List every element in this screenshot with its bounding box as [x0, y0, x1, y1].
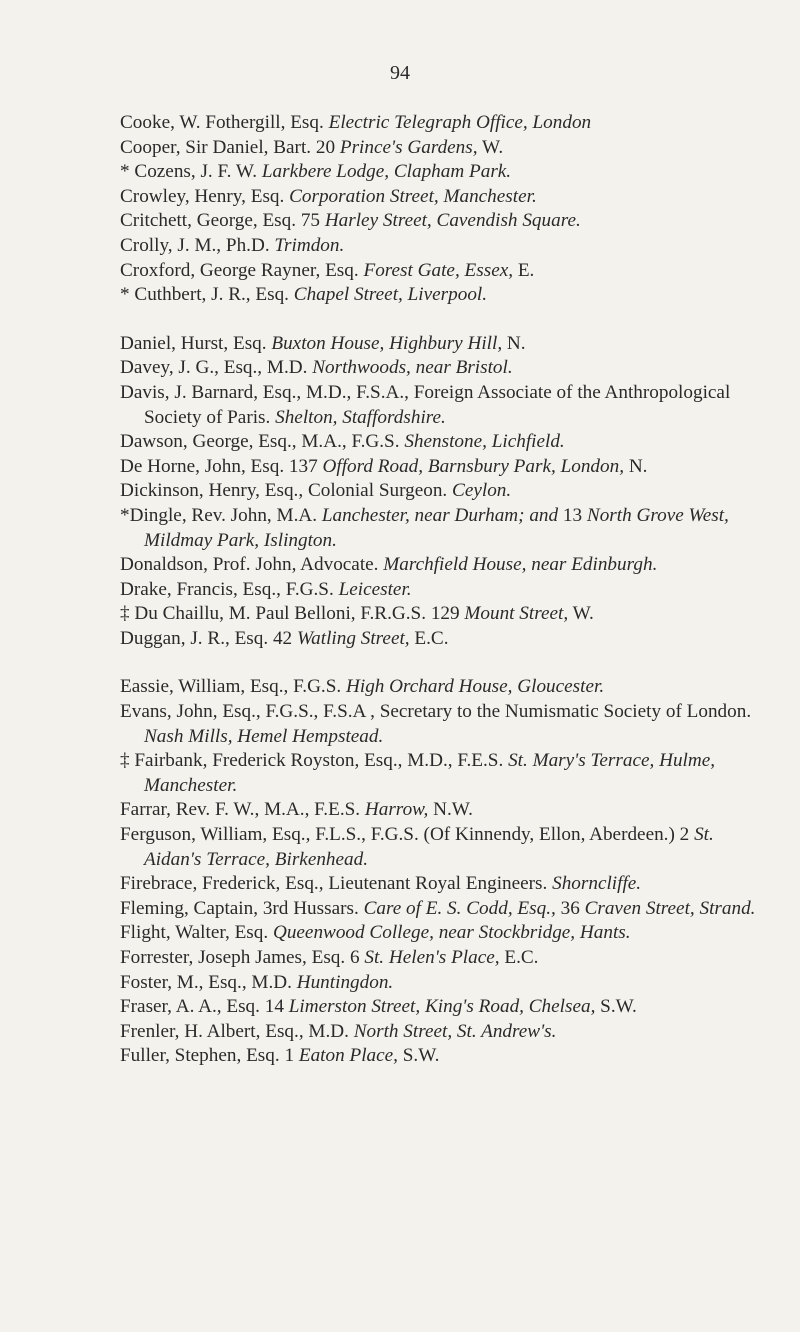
member-entry — [120, 971, 760, 996]
member-address-suffix: E.C. — [504, 947, 539, 968]
member-name: Crowley, Henry, Esq. — [120, 185, 285, 207]
member-entry — [120, 136, 760, 161]
member-name: Donaldson, Prof. John, Advocate. — [120, 554, 379, 576]
member-entry — [120, 160, 760, 185]
member-address: North Street, St. Andrew's. — [353, 1020, 557, 1042]
member-entry — [120, 209, 760, 234]
member-address-suffix: 13 — [562, 504, 583, 526]
member-address: Harrow, — [364, 799, 429, 821]
member-address: Leicester. — [338, 578, 412, 600]
member-address: Larkbere Lodge, Clapham Park. — [261, 161, 512, 183]
member-entry — [120, 504, 760, 553]
member-address-suffix: N. — [628, 455, 648, 477]
member-address: St. Mary's Terrace, Hulme, Manchester. — [144, 750, 716, 796]
member-address: Marchfield House, near Edinburgh. — [383, 554, 658, 576]
member-name: Dawson, George, Esq., M.A., F.G.S. — [120, 431, 400, 453]
member-entry — [120, 111, 760, 136]
member-address-suffix: E. — [517, 259, 535, 281]
member-name: Foster, M., Esq., M.D. — [120, 971, 292, 993]
member-name: Davis, J. Barnard, Esq., M.D., F.S.A., Foreign Associate of the Anthropological Society of Paris. — [120, 381, 731, 428]
member-address-suffix: 36 — [560, 897, 580, 919]
member-entry — [120, 283, 760, 308]
member-address-suffix: S.W. — [402, 1045, 440, 1067]
member-entry — [120, 872, 760, 897]
member-name: ‡ Fairbank, Frederick Royston, Esq., M.D., F.E.S. — [120, 750, 504, 772]
member-name: Fraser, A. A., Esq. 14 — [120, 996, 284, 1018]
member-entry — [120, 259, 760, 284]
member-name: Critchett, George, Esq. 75 — [120, 210, 321, 232]
member-address-continued: Craven Street, Strand. — [584, 897, 756, 919]
member-name: Farrar, Rev. F. W., M.A., F.E.S. — [120, 799, 361, 821]
member-address: Eaton Place, — [298, 1045, 398, 1067]
member-name: De Horne, John, Esq. 137 — [120, 455, 318, 477]
member-address: Shenstone, Lichfield. — [404, 431, 565, 453]
member-address: Trimdon. — [274, 234, 345, 256]
member-entry — [120, 995, 760, 1020]
member-name: Drake, Francis, Esq., F.G.S. — [120, 578, 334, 600]
member-name: Frenler, H. Albert, Esq., M.D. — [120, 1020, 349, 1042]
member-name: *Dingle, Rev. John, M.A. — [120, 504, 318, 526]
member-entry — [120, 381, 760, 430]
member-entry — [120, 749, 760, 798]
member-address: St. Helen's Place, — [364, 947, 500, 968]
member-name: Fuller, Stephen, Esq. 1 — [120, 1045, 295, 1067]
member-address-suffix: E.C. — [414, 627, 449, 649]
member-entry — [120, 921, 760, 946]
member-address: Care of E. S. Codd, Esq., — [363, 897, 556, 919]
member-address: Prince's Gardens, — [339, 136, 478, 158]
member-address-continued: North Grove West, Mildmay Park, Islington. — [144, 504, 729, 551]
member-entry — [120, 1020, 760, 1045]
member-address: Chapel Street, Liverpool. — [293, 284, 488, 306]
member-entry — [120, 234, 760, 259]
member-address: Corporation Street, Manchester. — [289, 185, 537, 207]
member-name: Cooke, W. Fothergill, Esq. — [120, 112, 324, 133]
member-name: Evans, John, Esq., F.G.S., F.S.A , Secretary to the Numismatic Society of London. — [120, 701, 752, 723]
member-address-suffix: W. — [572, 603, 594, 625]
member-address-suffix: S.W. — [600, 996, 637, 1018]
member-entry — [120, 479, 760, 504]
member-entry — [120, 455, 760, 480]
member-entry — [120, 823, 760, 872]
member-address: Shelton, Staffordshire. — [275, 406, 446, 428]
member-name: Ferguson, William, Esq., F.L.S., F.G.S. (Of Kinnendy, Ellon, Aberdeen.) 2 — [120, 824, 690, 846]
member-entry — [120, 700, 760, 749]
page-number: 94 — [390, 62, 410, 84]
member-address: Offord Road, Barnsbury Park, London, — [322, 455, 625, 477]
member-name: Fleming, Captain, 3rd Hussars. — [120, 897, 359, 919]
member-address: Queenwood College, near Stockbridge, Hants. — [272, 922, 631, 944]
member-address-suffix: W. — [482, 136, 504, 158]
member-entry — [120, 1044, 760, 1069]
member-name: Duggan, J. R., Esq. 42 — [120, 627, 293, 649]
member-name: Flight, Walter, Esq. — [120, 922, 269, 944]
member-address: Nash Mills, Hemel Hempstead. — [144, 725, 384, 747]
member-name: Daniel, Hurst, Esq. — [120, 332, 267, 354]
member-name: Cooper, Sir Daniel, Bart. 20 — [120, 136, 336, 158]
member-entry — [120, 430, 760, 455]
member-address: Northwoods, near Bristol. — [312, 357, 513, 379]
section-gap — [120, 651, 760, 675]
member-name: Firebrace, Frederick, Esq., Lieutenant Royal Engineers. — [120, 873, 548, 895]
member-address: Electric Telegraph Office, London — [328, 112, 592, 133]
member-name: Eassie, William, Esq., F.G.S. — [120, 676, 342, 698]
member-address: High Orchard House, Gloucester. — [346, 676, 605, 698]
member-address: Huntingdon. — [296, 971, 394, 993]
member-entry — [120, 675, 760, 700]
member-entry — [120, 553, 760, 578]
member-address: Buxton House, Highbury Hill, — [271, 332, 503, 354]
member-entry — [120, 798, 760, 823]
member-address-suffix: N.W. — [433, 799, 473, 821]
section-gap — [120, 308, 760, 332]
member-address: Lanchester, near Durham; and — [321, 504, 559, 526]
member-entry — [120, 356, 760, 381]
member-address: St. Aidan's Terrace, Birkenhead. — [144, 824, 714, 870]
member-entry — [120, 332, 760, 357]
member-name: ‡ Du Chaillu, M. Paul Belloni, F.R.G.S. 129 — [120, 603, 460, 625]
member-address: Ceylon. — [452, 480, 512, 502]
member-entry — [120, 602, 760, 627]
member-address: Limerston Street, King's Road, Chelsea, — [288, 996, 596, 1018]
member-name: Dickinson, Henry, Esq., Colonial Surgeon. — [120, 480, 448, 502]
member-name: Crolly, J. M., Ph.D. — [120, 234, 270, 256]
member-address-suffix: N. — [506, 332, 526, 354]
member-name: * Cuthbert, J. R., Esq. — [120, 284, 289, 306]
member-address: Watling Street, — [296, 627, 410, 649]
member-address: Harley Street, Cavendish Square. — [324, 210, 581, 232]
member-name: Forrester, Joseph James, Esq. 6 — [120, 947, 360, 968]
member-entry — [120, 627, 760, 652]
member-address: Shorncliffe. — [552, 873, 642, 895]
member-address: Mount Street, — [464, 603, 569, 625]
member-name: * Cozens, J. F. W. — [120, 161, 258, 183]
member-name: Croxford, George Rayner, Esq. — [120, 259, 359, 281]
member-name: Davey, J. G., Esq., M.D. — [120, 357, 308, 379]
member-entry — [120, 897, 760, 922]
member-entry — [120, 578, 760, 603]
member-list — [120, 111, 760, 1069]
member-address: Forest Gate, Essex, — [363, 259, 514, 281]
member-entry — [120, 946, 760, 971]
member-entry — [120, 185, 760, 210]
